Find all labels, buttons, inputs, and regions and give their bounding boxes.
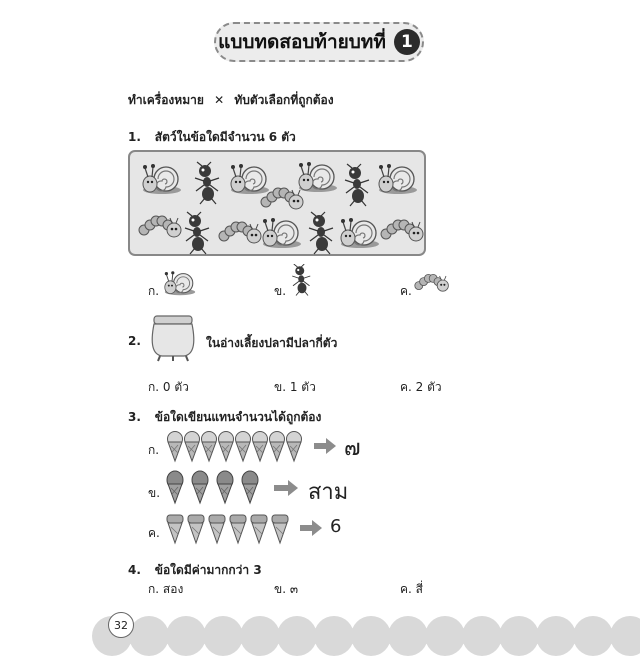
arrow-icon — [314, 440, 336, 452]
question-3 — [128, 408, 321, 427]
ice-cream-icon — [253, 432, 268, 462]
q4-choice-b[interactable] — [274, 580, 298, 599]
q1-choice-a[interactable] — [148, 282, 159, 301]
question-2-text: ในอ่างเลี้ยงปลามีปลากี่ตัว — [206, 336, 338, 350]
question-1-number: 1. — [128, 130, 141, 144]
page-number: 32 — [108, 612, 134, 638]
q2-choice-a-value: 0 ตัว — [162, 380, 189, 394]
ice-cream-icon — [217, 471, 233, 503]
q3-choice-a-answer: ๗ — [344, 436, 361, 461]
ant-icon — [290, 264, 316, 300]
q3-choice-c[interactable] — [148, 524, 160, 543]
ice-cream-icon — [167, 471, 183, 503]
scallop-decoration — [536, 616, 576, 656]
ice-cream-row-b — [166, 470, 266, 506]
q4-choice-c-label: ค. — [400, 582, 412, 596]
ice-cream-icon — [270, 432, 285, 462]
scallop-decoration — [166, 616, 206, 656]
question-4-text: ข้อใดมีค่ามากกว่า 3 — [154, 563, 262, 577]
question-4-number: 4. — [128, 563, 141, 577]
scallop-decoration — [610, 616, 640, 656]
snail-icon — [299, 162, 337, 192]
q2-choice-b-label: ข. — [274, 380, 287, 394]
scallop-decoration — [499, 616, 539, 656]
q2-choice-c[interactable] — [400, 378, 442, 397]
q1-choice-b[interactable] — [274, 282, 286, 301]
q1-choice-c-label: ค. — [400, 284, 412, 298]
q4-choice-c-value: สี่ — [415, 582, 423, 596]
ice-cream-icon — [192, 471, 208, 503]
ice-cream-icon — [287, 432, 302, 462]
ant-icon — [185, 212, 209, 254]
ant-icon — [309, 212, 333, 254]
ice-cream-row-a — [166, 430, 306, 464]
q4-choice-b-value: ๓ — [289, 582, 299, 596]
scallop-decoration — [240, 616, 280, 656]
q3-choice-b-answer: สาม — [308, 480, 349, 505]
arrow-icon — [274, 482, 300, 494]
question-1 — [128, 128, 296, 147]
q1-choice-a-label: ก. — [148, 284, 160, 298]
q2-choice-a[interactable] — [148, 378, 189, 397]
q4-choice-a[interactable] — [148, 580, 183, 599]
caterpillar-icon — [381, 220, 423, 241]
ice-cream-icon — [167, 515, 183, 543]
animal-picture-box — [128, 150, 426, 256]
snail-icon — [231, 164, 269, 194]
ice-cream-row-c — [166, 512, 294, 546]
q2-choice-a-label: ก. — [148, 380, 160, 394]
ice-cream-icon — [168, 432, 183, 462]
ice-cream-icon — [251, 515, 267, 543]
cross-mark-icon: ✕ — [214, 93, 225, 107]
q3-choice-a[interactable] — [148, 441, 159, 460]
snail-icon — [379, 164, 417, 194]
ice-cream-icon — [272, 515, 288, 543]
q3-choice-b[interactable] — [148, 484, 160, 503]
q4-choice-a-value: สอง — [162, 582, 184, 596]
q1-choice-c[interactable] — [400, 282, 412, 301]
q2-choice-c-value: 2 ตัว — [415, 380, 442, 394]
question-2-number: 2. — [128, 334, 141, 348]
snail-icon — [263, 218, 301, 248]
snail-icon — [143, 164, 181, 194]
q3-choice-c-label: ค. — [148, 526, 160, 540]
q2-choice-b-value: 1 ตัว — [289, 380, 316, 394]
q1-choice-b-label: ข. — [274, 284, 287, 298]
scallop-decoration — [351, 616, 391, 656]
question-3-text: ข้อใดเขียนแทนจำนวนได้ถูกต้อง — [154, 410, 322, 424]
snail-icon — [164, 268, 198, 298]
question-4 — [128, 561, 262, 580]
scallop-decoration — [129, 616, 169, 656]
scallop-decoration — [425, 616, 465, 656]
ice-cream-icon — [230, 515, 246, 543]
question-1-text: สัตว์ในข้อใดมีจำนวน 6 ตัว — [154, 130, 296, 144]
footer-decoration — [92, 616, 640, 646]
scallop-decoration — [573, 616, 613, 656]
instruction-text-before: ทำเครื่องหมาย — [128, 93, 204, 107]
instruction-text-after: ทับตัวเลือกที่ถูกต้อง — [234, 93, 334, 107]
scallop-decoration — [277, 616, 317, 656]
scallop-decoration — [388, 616, 428, 656]
q4-choice-b-label: ข. — [274, 582, 287, 596]
caterpillar-icon — [139, 216, 181, 237]
ice-cream-icon — [202, 432, 217, 462]
scallop-decoration — [462, 616, 502, 656]
scallop-decoration — [314, 616, 354, 656]
q3-choice-b-label: ข. — [148, 486, 161, 500]
instruction — [128, 91, 334, 110]
q3-choice-a-label: ก. — [148, 443, 160, 457]
ant-icon — [345, 164, 369, 206]
caterpillar-icon — [219, 222, 261, 243]
ice-cream-icon — [236, 432, 251, 462]
q4-choice-c[interactable] — [400, 580, 423, 599]
q2-choice-b[interactable] — [274, 378, 316, 397]
snail-icon — [341, 218, 379, 248]
title-text: แบบทดสอบท้ายบทที่ — [218, 31, 386, 53]
title-number-badge: 1 — [394, 29, 420, 55]
chapter-test-title — [214, 22, 424, 62]
ant-icon — [195, 162, 219, 204]
scallop-decoration — [203, 616, 243, 656]
q4-choice-a-label: ก. — [148, 582, 160, 596]
question-2-number-wrap — [128, 334, 141, 348]
question-3-number: 3. — [128, 410, 141, 424]
q2-choice-c-label: ค. — [400, 380, 412, 394]
caterpillar-icon — [414, 268, 454, 296]
animal-illustration — [130, 152, 428, 258]
q3-choice-c-answer: 6 — [330, 516, 342, 537]
ice-cream-icon — [219, 432, 234, 462]
ice-cream-icon — [242, 471, 258, 503]
ice-cream-icon — [188, 515, 204, 543]
fishbowl-icon — [148, 314, 198, 362]
ice-cream-icon — [209, 515, 225, 543]
ice-cream-icon — [185, 432, 200, 462]
arrow-icon — [300, 522, 322, 534]
